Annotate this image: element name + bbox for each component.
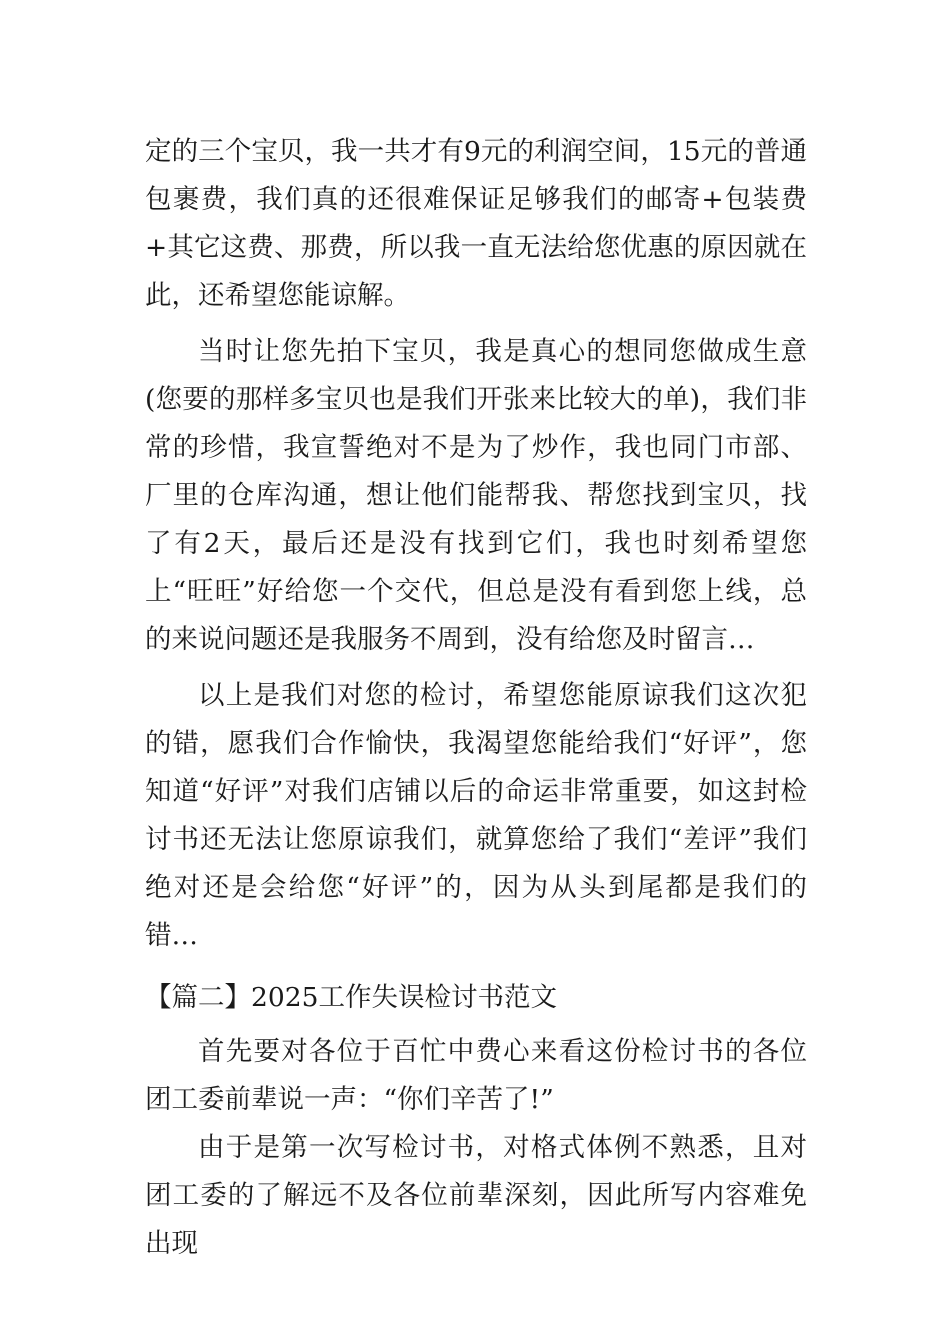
paragraph: 以上是我们对您的检讨，希望您能原谅我们这次犯的错，愿我们合作愉快，我渴望您能给我们“好评”，您知道“好评”对我们店铺以后的命运非常重要，如这封检讨书还无法让您原谅我们，就算您给了我们“差评”我们绝对还是会给您“好评”的，因为从头到尾都是我们的错… — [145, 680, 807, 951]
paragraph: 当时让您先拍下宝贝，我是真心的想同您做成生意(您要的那样多宝贝也是我们开张来比较大的单)，我们非常的珍惜，我宣誓绝对不是为了炒作，我也同门市部、厂里的仓库沟通，想让他们能帮我、帮您找到宝贝，找了有2天，最后还是没有找到它们，我也时刻希望您上“旺旺”好给您一个交代，但总是没有看到您上线，总的来说问题还是我服务不周到，没有给您及时留言… — [145, 336, 807, 655]
section-heading: 【篇二】2025工作失误检讨书范文 — [145, 982, 557, 1013]
paragraph-continuation: 定的三个宝贝，我一共才有9元的利润空间，15元的普通包裹费，我们真的还很难保证足够我们的邮寄+包装费+其它这费、那费，所以我一直无法给您优惠的原因就在此，还希望您能谅解。 — [145, 136, 807, 311]
paragraph: 首先要对各位于百忙中费心来看这份检讨书的各位团工委前辈说一声：“你们辛苦了!” — [145, 1036, 807, 1115]
paragraph: 由于是第一次写检讨书，对格式体例不熟悉，且对团工委的了解远不及各位前辈深刻，因此所写内容难免出现 — [145, 1132, 807, 1259]
